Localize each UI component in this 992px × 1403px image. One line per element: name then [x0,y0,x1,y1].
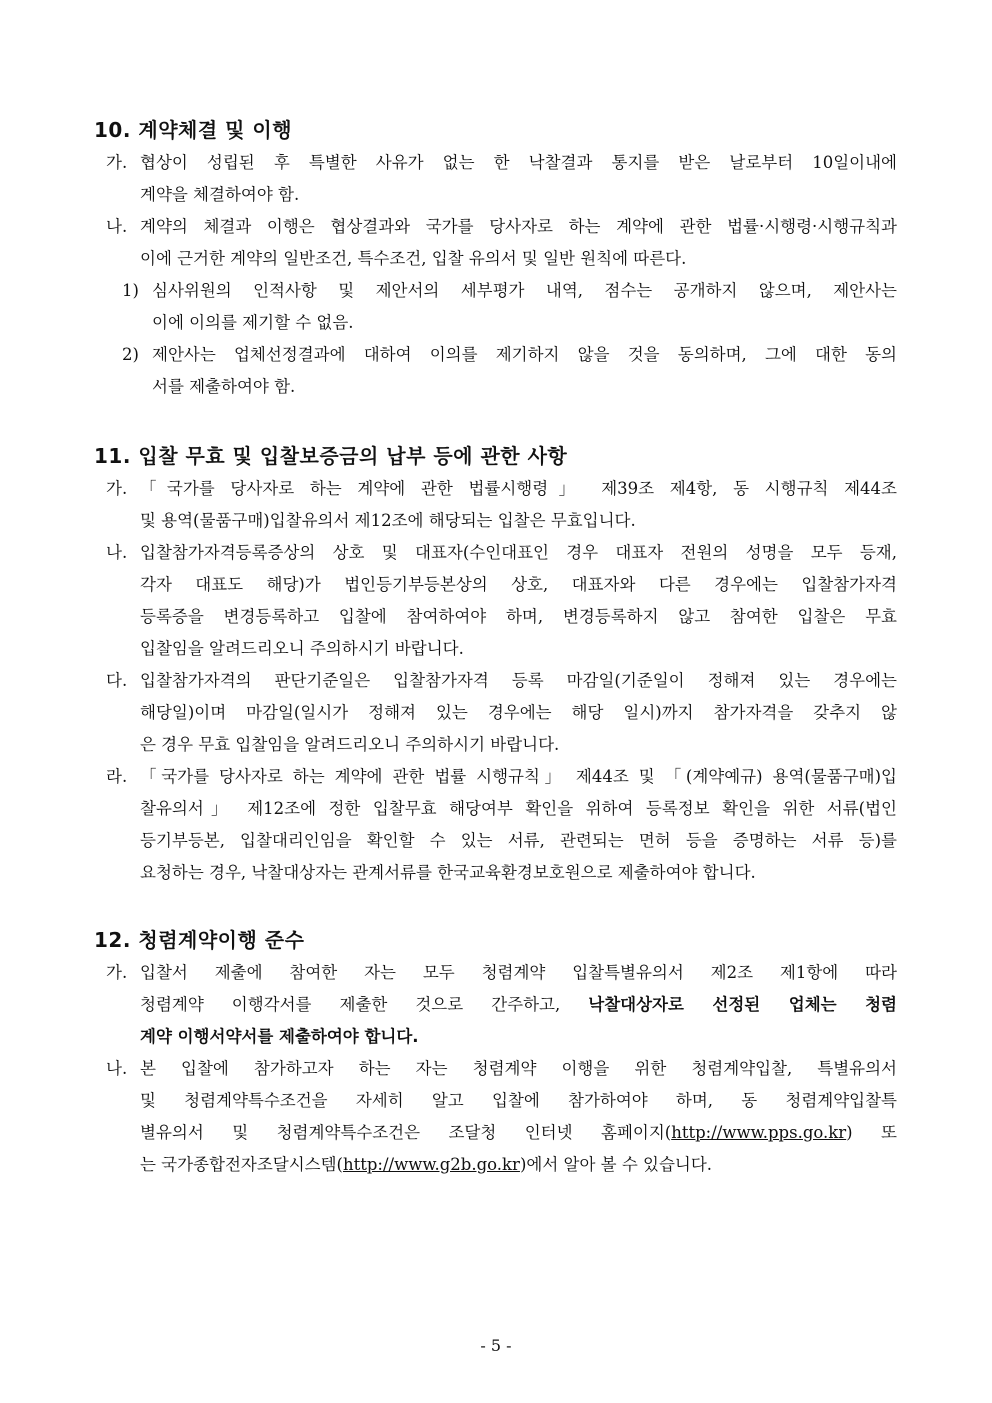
bold-emphasis: 낙찰대상자로 선정된 업체는 청렴 [588,995,897,1014]
item-marker: 2) [122,345,139,364]
section-10-title: 10. 계약체결 및 이행 [94,118,293,142]
section-11-title: 11. 입찰 무효 및 입찰보증금의 납부 등에 관한 사항 [94,444,568,468]
item-text: 협상이 성립된 후 특별한 사유가 없는 한 낙찰결과 통지를 받은 날로부터 10일이내에 계약을 체결하여야 함. [140,153,897,204]
item-text: 입찰서 제출에 참여한 자는 모두 청렴계약 입찰특별유의서 제2조 제1항에 따라 청렴계약 이행각서를 제출한 것으로 간주하고, 낙찰대상자로 선정된 업체는 청렴 계약 이행서약서를 제출하여야 합니다. [140,957,897,1053]
item-marker: 다. [106,671,128,690]
bold-emphasis: 계약 이행서약서를 제출하여야 합니다. [140,1027,419,1046]
item-marker: 1) [122,281,139,300]
item-text: 「국가를 당사자로 하는 계약에 관한 법률시행령」 제39조 제4항, 동 시행규칙 제44조 및 용역(물품구매)입찰유의서 제12조에 해당되는 입찰은 무효입니다. [140,479,897,530]
pps-link[interactable]: http://www.pps.go.kr [671,1123,847,1142]
item-marker: 가. [106,963,128,982]
page-number: - 5 - [480,1336,512,1355]
item-text: 심사위원의 인적사항 및 제안서의 세부평가 내역, 점수는 공개하지 않으며, 제안사는 이에 이의를 제기할 수 없음. [152,281,897,332]
item-marker: 나. [106,543,128,562]
item-text: 입찰참가자격의 판단기준일은 입찰참가자격 등록 마감일(기준일이 정해져 있는 경우에는 해당일)이며 마감일(일시가 정해져 있는 경우에는 해당 일시)까지 참가자격을 갖추지 않 은 경우 무효 입찰임을 알려드리오니 주의하시기 바랍니다. [140,671,897,754]
section-12-title: 12. 청렴계약이행 준수 [94,928,305,952]
item-text: 본 입찰에 참가하고자 하는 자는 청렴계약 이행을 위한 청렴계약입찰, 특별유의서 및 청렴계약특수조건을 자세히 알고 입찰에 참가하여야 하며, 동 청렴계약입찰특 별유의서 및 청렴계약특수조건은 조달청 인터넷 홈페이지(http://www.pps.go.kr) 또 는 국가종합전자조달시스템(http://www.g2b.go.kr)에서 알아 볼 수 있습니다. [140,1059,897,1174]
item-marker: 라. [106,767,128,786]
item-text: 계약의 체결과 이행은 협상결과와 국가를 당사자로 하는 계약에 관한 법률·시행령·시행규칙과 이에 근거한 계약의 일반조건, 특수조건, 입찰 유의서 및 일반 원칙에 따른다. [140,217,897,268]
g2b-link[interactable]: http://www.g2b.go.kr [342,1155,520,1174]
item-text: 제안사는 업체선정결과에 대하여 이의를 제기하지 않을 것을 동의하며, 그에 대한 동의 서를 제출하여야 함. [152,345,897,396]
item-marker: 나. [106,1059,128,1078]
item-text: 「국가를 당사자로 하는 계약에 관한 법률 시행규칙」 제44조 및 「(계약예규) 용역(물품구매)입 찰유의서」 제12조에 정한 입찰무효 해당여부 확인을 위하여 등록정보 확인을 위한 서류(법인 등기부등본, 입찰대리인임을 확인할 수 있는 서류, 관련되는 면허 등을 증명하는 서류 등)를 요청하는 경우, 낙찰대상자는 관계서류를 한국교육환경보호원으로 제출하여야 합니다. [140,767,897,882]
item-text: 입찰참가자격등록증상의 상호 및 대표자(수인대표인 경우 대표자 전원의 성명을 모두 등재, 각자 대표도 해당)가 법인등기부등본상의 상호, 대표자와 다른 경우에는 입찰참가자격 등록증을 변경등록하고 입찰에 참여하여야 하며, 변경등록하지 않고 참여한 입찰은 무효 입찰임을 알려드리오니 주의하시기 바랍니다. [140,543,897,658]
item-marker: 가. [106,153,128,172]
item-marker: 나. [106,217,128,236]
item-marker: 가. [106,479,128,498]
